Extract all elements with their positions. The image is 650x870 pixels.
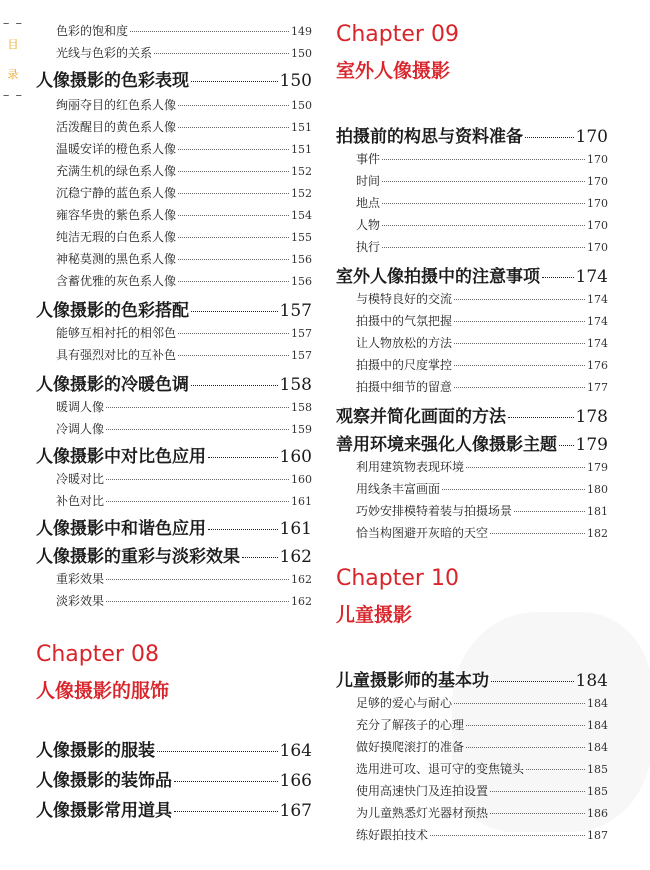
toc-section-entry[interactable]: 人像摄影中和谐色应用 161 <box>36 519 312 539</box>
toc-subentry[interactable]: 活泼醒目的黄色系人像 151 <box>56 120 312 134</box>
toc-section-entry[interactable]: 儿童摄影师的基本功 184 <box>336 671 608 691</box>
chapter-title: 儿童摄影 <box>336 604 413 626</box>
toc-subentry[interactable]: 拍摄中的尺度掌控 176 <box>356 358 608 372</box>
toc-subentry[interactable]: 人物 170 <box>356 218 608 232</box>
side-tab-label-1: 目 <box>7 38 19 51</box>
toc-subentry[interactable]: 绚丽夺目的红色系人像 150 <box>56 98 312 112</box>
toc-subentry[interactable]: 补色对比 161 <box>56 494 312 508</box>
toc-subentry[interactable]: 利用建筑物表现环境 179 <box>356 460 608 474</box>
toc-subentry[interactable]: 含蓄优雅的灰色系人像 156 <box>56 274 312 288</box>
toc-section-entry[interactable]: 人像摄影的装饰品 166 <box>36 771 312 791</box>
toc-subentry[interactable]: 冷调人像 159 <box>56 422 312 436</box>
toc-subentry[interactable]: 事件 170 <box>356 152 608 166</box>
toc-section-entry[interactable]: 人像摄影中对比色应用 160 <box>36 447 312 467</box>
toc-subentry[interactable]: 色彩的饱和度 149 <box>56 24 312 38</box>
toc-section-entry[interactable]: 观察并简化画面的方法 178 <box>336 407 608 427</box>
toc-subentry[interactable]: 让人物放松的方法 174 <box>356 336 608 350</box>
toc-section-entry[interactable]: 人像摄影的冷暖色调 158 <box>36 375 312 395</box>
chapter-label: Chapter 09 <box>336 22 459 47</box>
toc-section-entry[interactable]: 人像摄影的服装 164 <box>36 741 312 761</box>
toc-section-entry[interactable]: 拍摄前的构思与资料准备 170 <box>336 127 608 147</box>
toc-subentry[interactable]: 选用进可攻、退可守的变焦镜头 185 <box>356 762 608 776</box>
toc-subentry[interactable]: 温暖安详的橙色系人像 151 <box>56 142 312 156</box>
toc-subentry[interactable]: 足够的爱心与耐心 184 <box>356 696 608 710</box>
toc-subentry[interactable]: 与模特良好的交流 174 <box>356 292 608 306</box>
toc-subentry[interactable]: 能够互相衬托的相邻色 157 <box>56 326 312 340</box>
toc-subentry[interactable]: 纯洁无瑕的白色系人像 155 <box>56 230 312 244</box>
toc-subentry[interactable]: 神秘莫测的黑色系人像 156 <box>56 252 312 266</box>
toc-subentry[interactable]: 使用高速快门及连拍设置 185 <box>356 784 608 798</box>
toc-subentry[interactable]: 为儿童熟悉灯光器材预热 186 <box>356 806 608 820</box>
toc-subentry[interactable]: 练好跟拍技术 187 <box>356 828 608 842</box>
toc-section-entry[interactable]: 人像摄影的色彩表现 150 <box>36 71 312 91</box>
toc-subentry[interactable]: 沉稳宁静的蓝色系人像 152 <box>56 186 312 200</box>
toc-subentry[interactable]: 充满生机的绿色系人像 152 <box>56 164 312 178</box>
toc-subentry[interactable]: 淡彩效果 162 <box>56 594 312 608</box>
chapter-label: Chapter 10 <box>336 566 459 591</box>
toc-section-entry[interactable]: 人像摄影常用道具 167 <box>36 801 312 821</box>
toc-subentry[interactable]: 暖调人像 158 <box>56 400 312 414</box>
toc-subentry[interactable]: 用线条丰富画面 180 <box>356 482 608 496</box>
toc-subentry[interactable]: 光线与色彩的关系 150 <box>56 46 312 60</box>
side-tab-bottom-dash: – – <box>2 88 24 103</box>
toc-subentry[interactable]: 重彩效果 162 <box>56 572 312 586</box>
chapter-label: Chapter 08 <box>36 642 159 667</box>
toc-section-entry[interactable]: 人像摄影的色彩搭配 157 <box>36 301 312 321</box>
toc-subentry[interactable]: 巧妙安排模特着装与拍摄场景 181 <box>356 504 608 518</box>
chapter-title: 人像摄影的服饰 <box>36 680 170 702</box>
toc-subentry[interactable]: 恰当构图避开灰暗的天空 182 <box>356 526 608 540</box>
side-tab-top-dash: – – <box>2 16 24 31</box>
toc-subentry[interactable]: 拍摄中细节的留意 177 <box>356 380 608 394</box>
chapter-title: 室外人像摄影 <box>336 60 451 82</box>
toc-subentry[interactable]: 执行 170 <box>356 240 608 254</box>
toc-subentry[interactable]: 做好摸爬滚打的准备 184 <box>356 740 608 754</box>
toc-section-entry[interactable]: 善用环境来强化人像摄影主题 179 <box>336 435 608 455</box>
toc-subentry[interactable]: 具有强烈对比的互补色 157 <box>56 348 312 362</box>
toc-subentry[interactable]: 冷暖对比 160 <box>56 472 312 486</box>
side-tab-label-2: 录 <box>7 68 19 81</box>
toc-subentry[interactable]: 地点 170 <box>356 196 608 210</box>
toc-subentry[interactable]: 充分了解孩子的心理 184 <box>356 718 608 732</box>
toc-side-tab <box>2 18 24 102</box>
toc-subentry[interactable]: 时间 170 <box>356 174 608 188</box>
toc-subentry[interactable]: 雍容华贵的紫色系人像 154 <box>56 208 312 222</box>
toc-section-entry[interactable]: 室外人像拍摄中的注意事项 174 <box>336 267 608 287</box>
toc-section-entry[interactable]: 人像摄影的重彩与淡彩效果 162 <box>36 547 312 567</box>
toc-subentry[interactable]: 拍摄中的气氛把握 174 <box>356 314 608 328</box>
